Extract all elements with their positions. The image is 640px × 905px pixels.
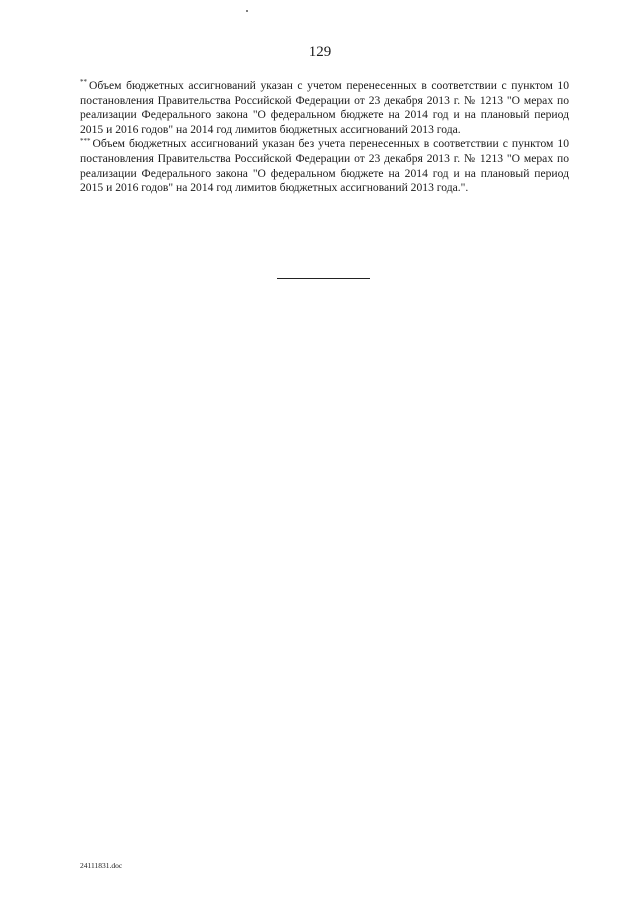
footnote-marker: ** bbox=[80, 78, 87, 87]
scan-dot-mark bbox=[246, 10, 248, 12]
file-name-footer: 24111831.doc bbox=[80, 861, 123, 870]
footnote-double-asterisk bbox=[80, 79, 569, 137]
footnote-marker: *** bbox=[80, 136, 91, 145]
footnotes-block bbox=[80, 79, 569, 196]
footnote-text: Объем бюджетных ассигнований указан с учетом перенесенных в соответствии с пунктом 10 постановления Правительства Российской Федерации от 23 декабря 2013 г. № 1213 "О мерах по реализации Федерального закона "О федеральном бюджете на 2014 год и на плановый период 2015 и 2016 годов" на 2014 год лимитов бюджетных ассигнований 2013 года. bbox=[80, 79, 569, 136]
end-separator-line bbox=[277, 278, 370, 279]
page-number: 129 bbox=[308, 44, 332, 60]
footnote-triple-asterisk bbox=[80, 137, 569, 195]
footnote-text: Объем бюджетных ассигнований указан без учета перенесенных в соответствии с пунктом 10 постановления Правительства Российской Федерации от 23 декабря 2013 г. № 1213 "О мерах по реализации Федерального закона "О федеральном бюджете на 2014 год и на плановый период 2015 и 2016 годов" на 2014 год лимитов бюджетных ассигнований 2013 года.". bbox=[80, 137, 569, 195]
